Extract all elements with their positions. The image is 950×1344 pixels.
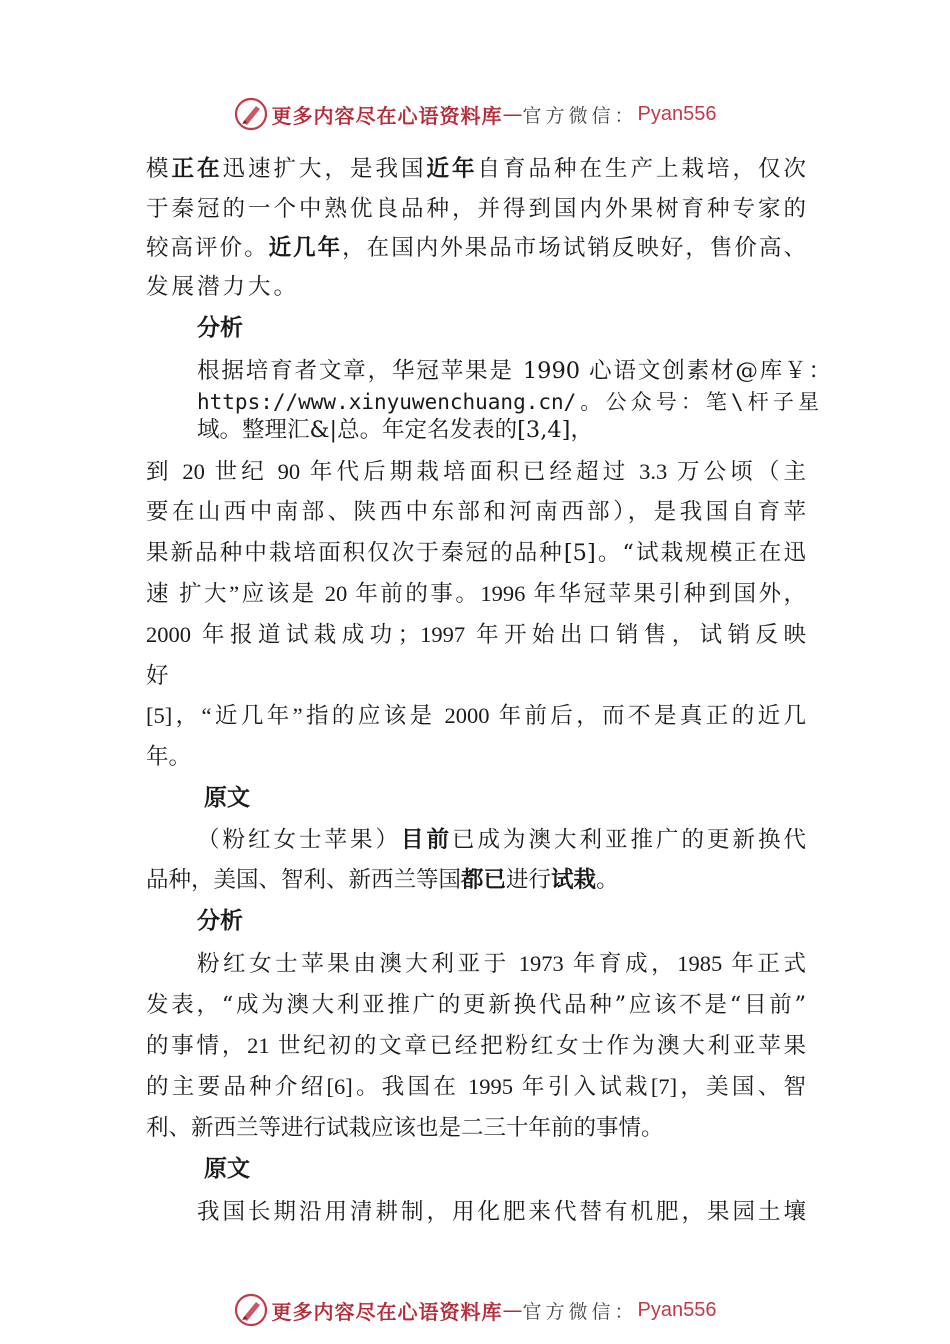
analysis1-line11: 年。 — [146, 744, 192, 770]
analysis1-line7: 速 扩大”应该是 20 年前的事。1996 年华冠苹果引种到国外， — [146, 581, 806, 606]
para1-line2: 于秦冠的一个中熟优良品种，并得到国内外果树育种专家的 — [146, 196, 806, 222]
analysis2-line3: 的事情，21 世纪初的文章已经把粉红女士作为澳大利亚苹果 — [146, 1033, 806, 1058]
original2-heading: 原文 — [204, 784, 250, 811]
analysis1-line2-url: https://www.xinyuwenchuang.cn/。公众号：笔\杆子星 — [197, 390, 819, 414]
para1-line4: 发展潜力大。 — [146, 274, 300, 300]
header-banner — [0, 94, 950, 134]
analysis2-line5: 利、新西兰等进行试栽应该也是二三十年前的事情。 — [146, 1115, 664, 1141]
original3-line1: 我国长期沿用清耕制，用化肥来代替有机肥，果园土壤 — [197, 1199, 806, 1225]
analysis2-line4: 的主要品种介绍[6]。我国在 1995 年引入试栽[7]，美国、智 — [146, 1074, 806, 1099]
analysis1-heading: 分析 — [197, 314, 243, 341]
analysis1-line9: 好 — [146, 663, 169, 689]
analysis2-heading: 分析 — [197, 907, 243, 934]
analysis1-line8: 2000 年报道试栽成功；1997 年开始出口销售，试销反映 — [146, 622, 806, 647]
banner-wechat-id: Pyan556 — [637, 1298, 717, 1321]
banner-dash: — — [502, 1298, 523, 1322]
analysis2-line1: 粉红女士苹果由澳大利亚于 1973 年育成，1985 年正式 — [197, 951, 806, 976]
banner-dash: — — [502, 102, 523, 126]
pen-logo-icon — [234, 97, 268, 131]
original2-line1: （粉红女士苹果）目前已成为澳大利亚推广的更新换代 — [197, 827, 806, 853]
footer-banner — [0, 1290, 950, 1330]
analysis1-line6: 果新品种中栽培面积仅次于秦冠的品种[5]。“试栽规模正在迅 — [146, 540, 806, 566]
original3-heading: 原文 — [204, 1155, 250, 1182]
banner-wechat-label: 官方微信： — [522, 1300, 638, 1323]
banner-brand: 更多内容尽在心语资料库 — [271, 1299, 503, 1324]
banner-wechat-id: Pyan556 — [637, 102, 717, 125]
banner-brand: 更多内容尽在心语资料库 — [271, 103, 503, 128]
analysis2-line2: 发表，“成为澳大利亚推广的更新换代品种”应该不是“目前” — [146, 992, 806, 1018]
analysis1-line1: 根据培育者文章，华冠苹果是 1990 心语文创素材@库￥： — [197, 358, 831, 384]
pen-logo-icon — [234, 1293, 268, 1327]
original2-line2: 品种，美国、智利、新西兰等国都已进行试栽。 — [146, 867, 619, 893]
banner-wechat-label: 官方微信： — [522, 104, 638, 127]
analysis1-line5: 要在山西中南部、陕西中东部和河南西部），是我国自育苹 — [146, 499, 806, 525]
analysis1-line10: [5]，“近几年”指的应该是 2000 年前后，而不是真正的近几 — [146, 703, 806, 728]
analysis1-line3: 域。整理汇&|总。年定名发表的[3,4]， — [197, 417, 593, 443]
para1-line1: 模正在迅速扩大，是我国近年自育品种在生产上栽培，仅次 — [146, 156, 806, 182]
para1-line3: 较高评价。近几年，在国内外果品市场试销反映好，售价高、 — [146, 235, 806, 261]
analysis1-line4: 到 20 世纪 90 年代后期栽培面积已经超过 3.3 万公顷（主 — [146, 459, 806, 484]
